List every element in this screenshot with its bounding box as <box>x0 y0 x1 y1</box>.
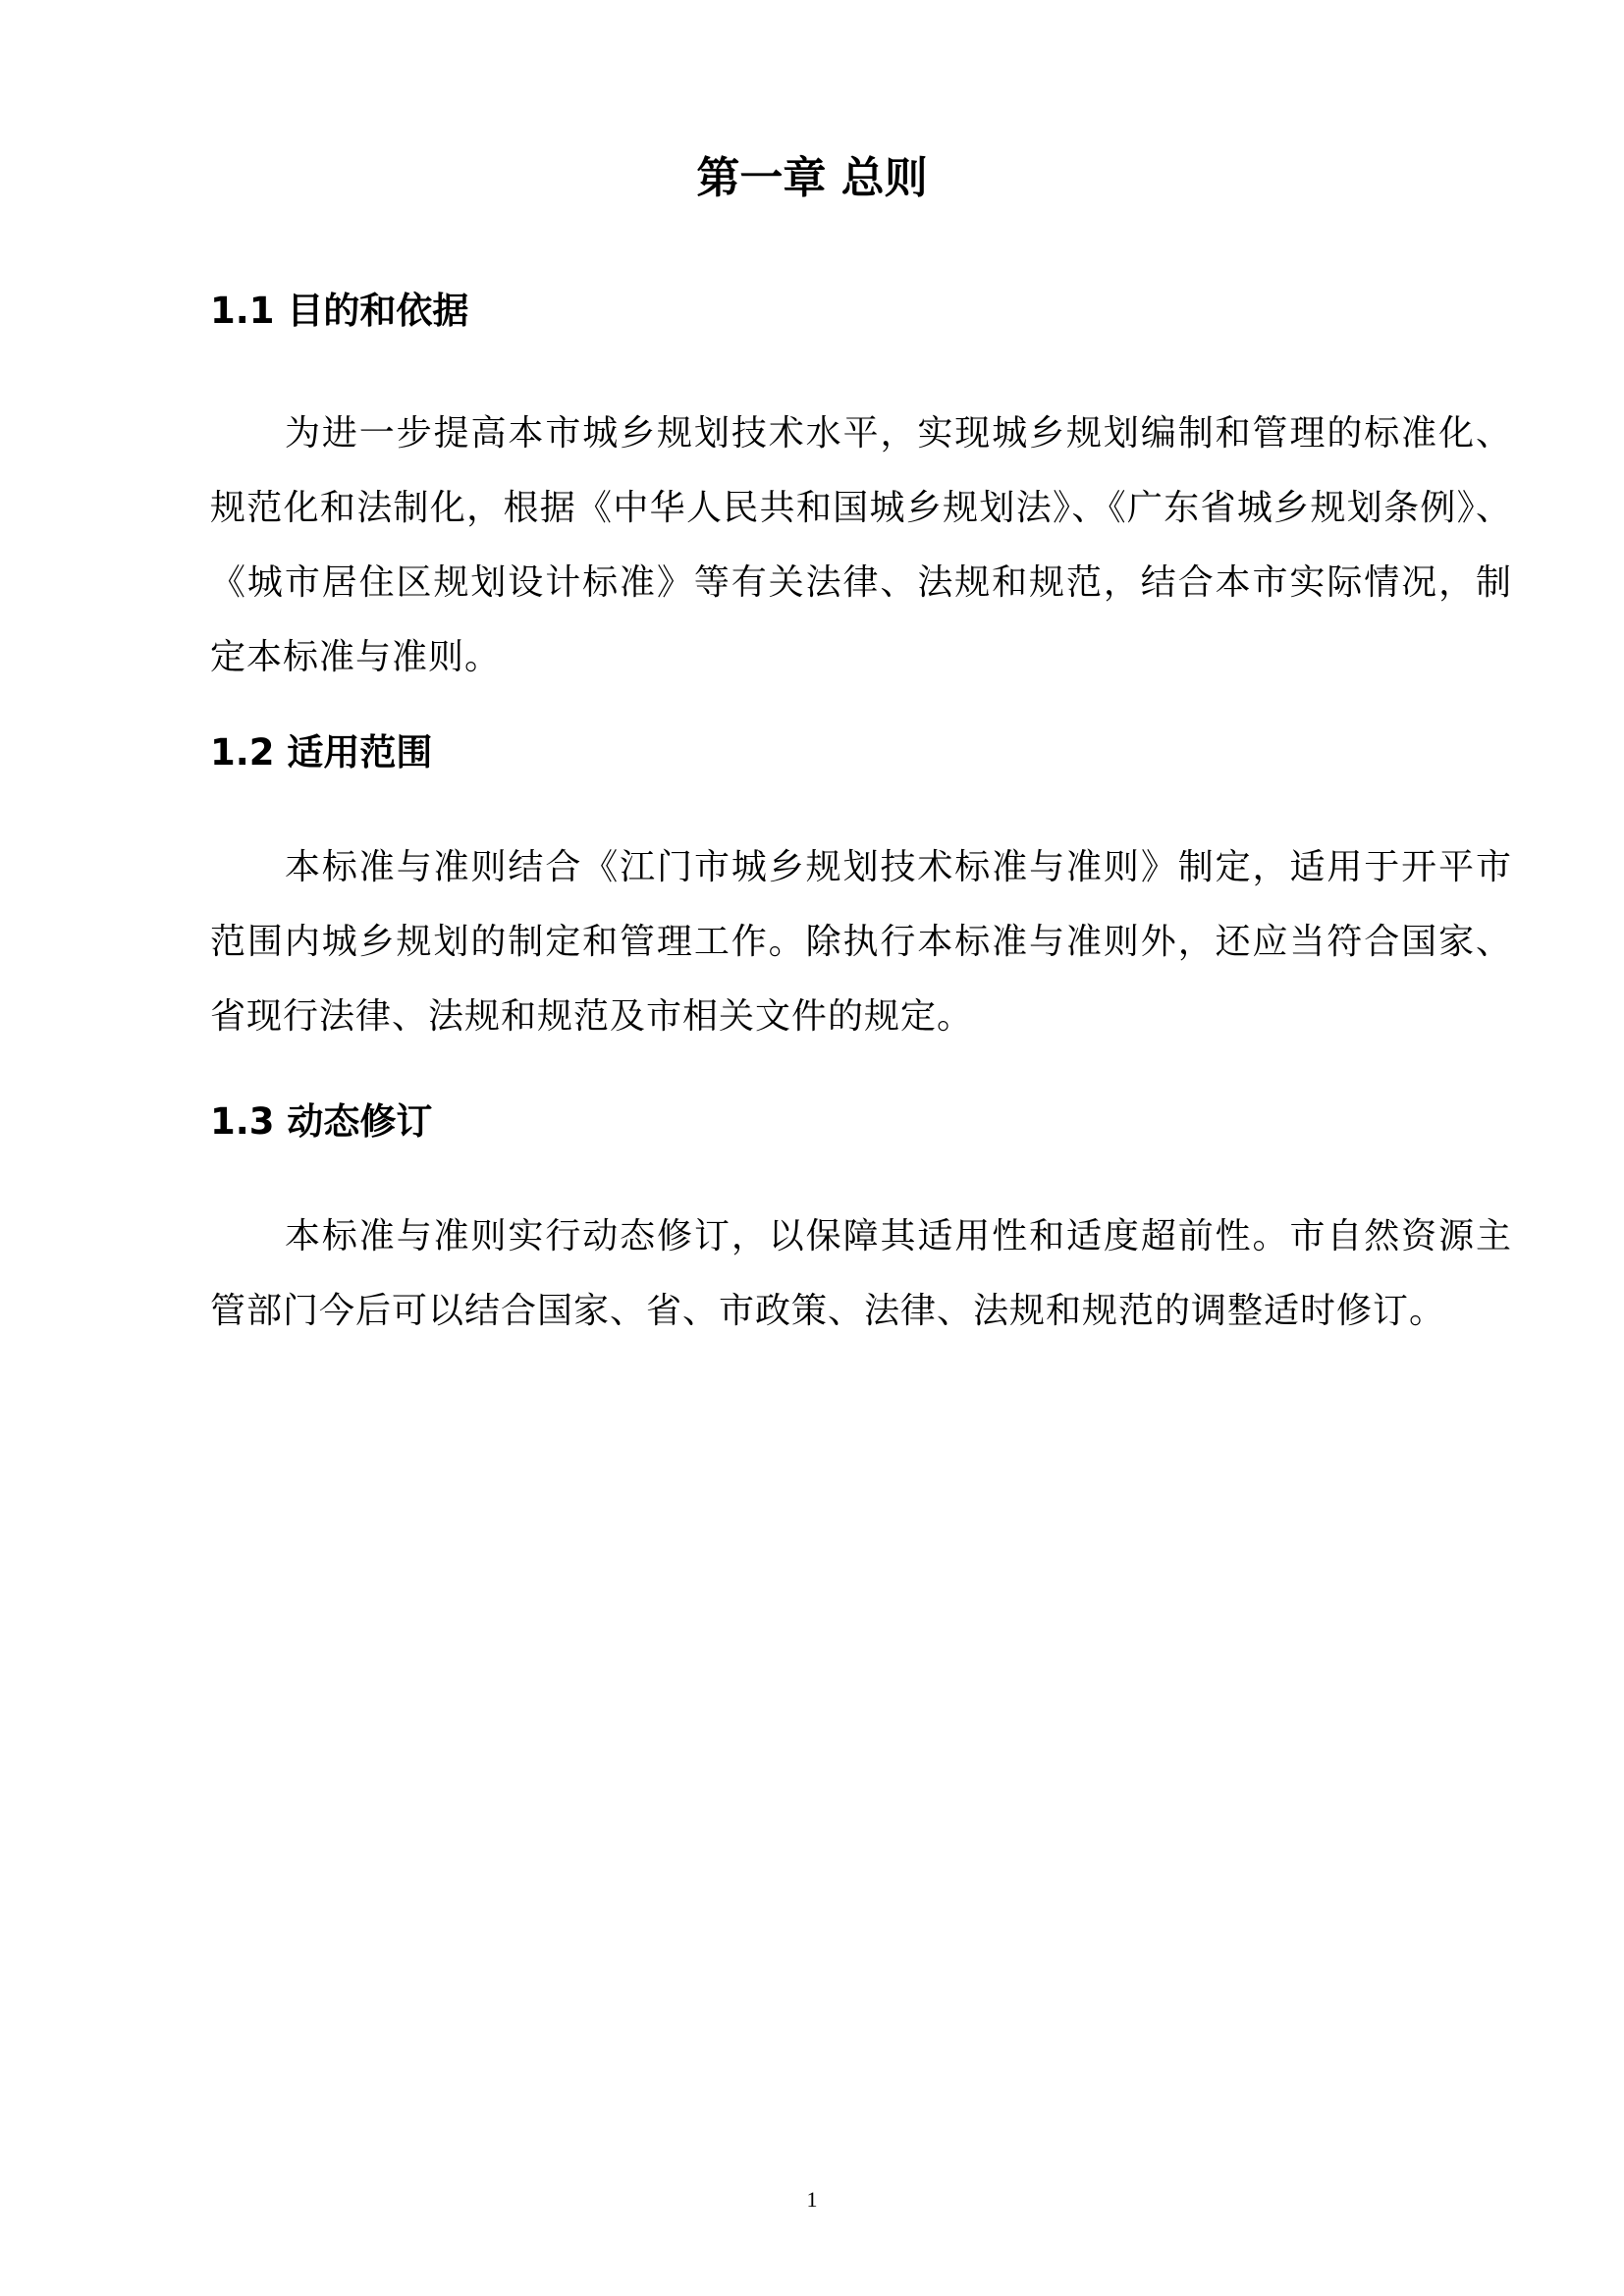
section-heading: 1.3 动态修订 <box>210 1100 433 1143</box>
section-heading: 1.1 目的和依据 <box>210 290 469 332</box>
section-scope <box>210 728 1512 1054</box>
page-number: 1 <box>806 2187 818 2212</box>
section-body: 本标准与准则实行动态修订，以保障其适用性和适度超前性。市自然资源主管部门今后可以结合国家、省、市政策、法律、法规和规范的调整适时修订。 <box>210 1216 1512 1331</box>
section-body: 本标准与准则结合《江门市城乡规划技术标准与准则》制定，适用于开平市范围内城乡规划的制定和管理工作。除执行本标准与准则外，还应当符合国家、省现行法律、法规和规范及市相关文件的规定。 <box>210 847 1512 1037</box>
section-dynamic-revision <box>210 1097 1512 1349</box>
section-heading: 1.2 适用范围 <box>210 731 433 774</box>
chapter-title: 第一章 总则 <box>696 153 928 203</box>
section-body: 为进一步提高本市城乡规划技术水平，实现城乡规划编制和管理的标准化、规范化和法制化，根据《中华人民共和国城乡规划法》、《广东省城乡规划条例》、《城市居住区规划设计标准》等有关法律、法规和规范，结合本市实际情况，制定本标准与准则。 <box>210 413 1512 677</box>
section-purpose-and-basis <box>210 287 1512 695</box>
